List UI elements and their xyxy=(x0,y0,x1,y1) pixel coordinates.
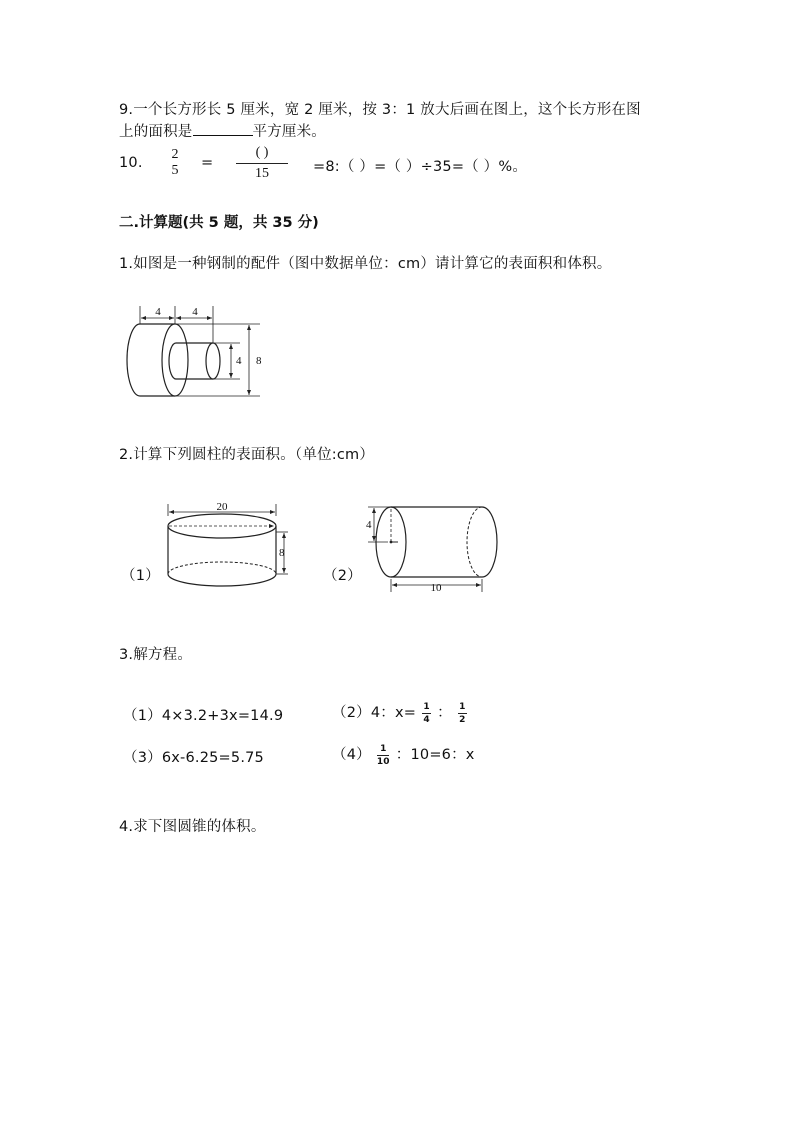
p3-eq2-f2-den: 2 xyxy=(459,714,466,725)
p3-eq2-fraction-1 xyxy=(422,702,431,725)
p2-figure-cylinder-2 xyxy=(358,497,508,597)
p2-fig2-radius: 4 xyxy=(366,519,372,531)
p4-text: 4.求下图圆锥的体积。 xyxy=(119,819,266,835)
p3-eq2-f1-num: 1 xyxy=(423,701,430,712)
p3-equation-2 xyxy=(332,701,473,725)
q10-frac2-numerator[interactable]: ( ) xyxy=(255,145,269,160)
p1-dim-width-1: 4 xyxy=(155,306,161,318)
q10-fraction-1 xyxy=(167,147,183,179)
p1-figure-steel-part xyxy=(115,300,275,405)
p3-eq4-f-num: 1 xyxy=(380,743,387,754)
p3-equation-4 xyxy=(332,743,475,767)
p2-text: 2.计算下列圆柱的表面积。（单位:cm） xyxy=(119,447,375,463)
q9-line1: 9.一个长方形长 5 厘米，宽 2 厘米，按 3：1 放大后画在图上，这个长方形在图 xyxy=(119,102,641,118)
p2-fig2-length: 10 xyxy=(430,582,442,594)
section-heading: 二.计算题(共 5 题，共 35 分) xyxy=(119,215,319,231)
p2-fig1-diameter: 20 xyxy=(216,501,228,513)
p1-text: 1.如图是一种钢制的配件（图中数据单位：cm）请计算它的表面积和体积。 xyxy=(119,256,612,272)
p3-eq4-f-den: 10 xyxy=(376,756,390,767)
p1-dim-large-diameter: 8 xyxy=(256,355,262,367)
p3-eq4-rest: ：10=6：x xyxy=(395,747,475,763)
p2-fig1-height: 8 xyxy=(279,547,285,559)
p3-eq4-start: （4） xyxy=(332,747,371,763)
p3-equation-1: （1）4×3.2+3x=14.9 xyxy=(123,708,284,724)
p3-eq2-f1-den: 4 xyxy=(423,714,430,725)
q10-frac1-denominator: 5 xyxy=(171,163,179,178)
p2-label-1: （1） xyxy=(121,568,160,584)
q9-text-after: 平方厘米。 xyxy=(252,124,326,140)
q10-rest: =8:（ ）=（ ）÷35=（ ）%。 xyxy=(313,159,528,175)
p3-text: 3.解方程。 xyxy=(119,647,193,663)
q9-line2 xyxy=(119,120,326,141)
p1-dim-small-diameter: 4 xyxy=(236,355,242,367)
p3-eq2-f2-num: 1 xyxy=(459,701,466,712)
p3-equation-3: （3）6x-6.25=5.75 xyxy=(123,750,264,766)
p1-dim-width-2: 4 xyxy=(192,306,198,318)
p3-eq2-colon: ： xyxy=(437,705,452,721)
q10-equals: = xyxy=(201,155,214,171)
q10-frac1-numerator: 2 xyxy=(171,147,179,162)
q10-fraction-2 xyxy=(236,145,288,182)
p2-label-2: （2） xyxy=(323,568,362,584)
q9-text-before: 上的面积是 xyxy=(119,124,193,140)
q10-number: 10. xyxy=(119,155,143,171)
q9-answer-blank[interactable] xyxy=(193,121,253,136)
p3-eq2-fraction-2 xyxy=(458,702,467,725)
p2-figure-cylinder-1 xyxy=(160,498,295,598)
p3-eq4-fraction xyxy=(377,744,390,767)
p3-eq2-start: （2）4：x= xyxy=(332,705,417,721)
q10-frac2-bar xyxy=(236,163,288,164)
q10-frac2-denominator: 15 xyxy=(255,166,269,181)
